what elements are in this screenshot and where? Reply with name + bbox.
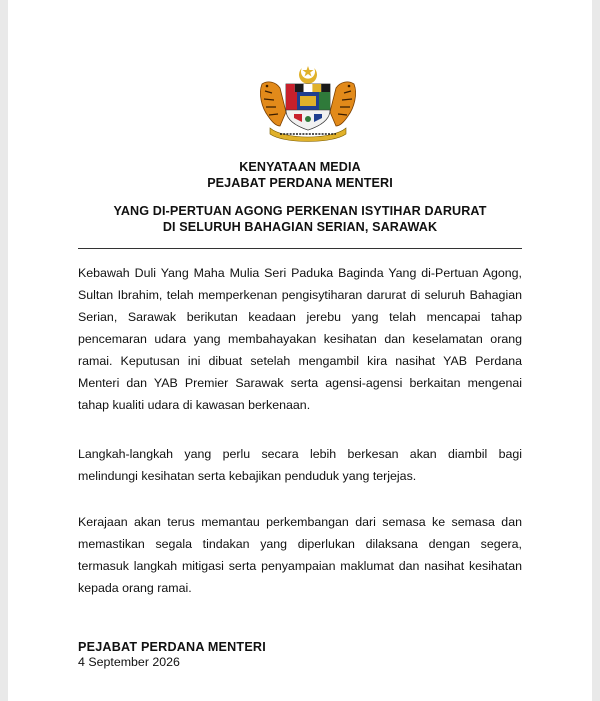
issuer-heading: PEJABAT PERDANA MENTERI xyxy=(207,175,393,190)
release-type-heading: KENYATAAN MEDIA xyxy=(239,160,361,174)
body-paragraph-2: Langkah-langkah yang perlu secara lebih berkesan akan diambil bagi melindungi kesihatan serta kebajikan penduduk yang terjejas. xyxy=(78,447,522,483)
document-title-line1: YANG DI-PERTUAN AGONG PERKENAN ISYTIHAR DARURAT xyxy=(113,204,487,218)
title-divider xyxy=(78,248,522,249)
body-paragraph-3: Kerajaan akan terus memantau perkembangan dari semasa ke semasa dan memastikan segala tindakan yang diperlukan dilaksana dengan segera, termasuk langkah mitigasi serta penyampaian maklumat dan nasihat kesihatan kepada orang ramai. xyxy=(78,515,522,595)
body-paragraph-1: Kebawah Duli Yang Maha Mulia Seri Paduka Baginda Yang di-Pertuan Agong, Sultan Ibrahim, telah memperkenan pengisytiharan darurat di seluruh Bahagian Serian, Sarawak berikutan keadaan jerebu yang telah mencapai tahap pencemaran udara yang membahayakan kesihatan dan keselamatan orang ramai. Keputusan ini dibuat setelah mengambil kira nasihat YAB Perdana Menteri dan YAB Premier Sarawak serta agensi-agensi berkaitan mengenai tahap kualiti udara di kawasan berkenaan. xyxy=(78,266,522,412)
signature-organization: PEJABAT PERDANA MENTERI xyxy=(78,640,266,654)
document-page xyxy=(8,0,592,701)
coat-of-arms-icon xyxy=(256,64,360,144)
signature-date: 4 September 2026 xyxy=(78,655,180,669)
document-title-line2: DI SELURUH BAHAGIAN SERIAN, SARAWAK xyxy=(162,219,438,234)
